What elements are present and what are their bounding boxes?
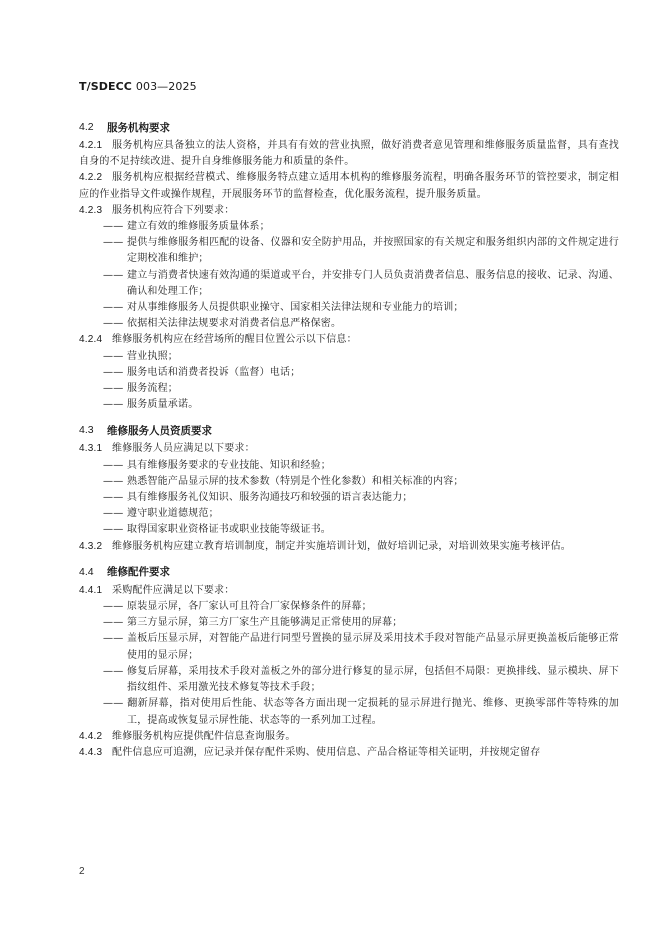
list-item [79, 664, 619, 696]
clause-number: 4.2.2 [79, 172, 103, 184]
clause-4-2-3 [79, 203, 619, 219]
clause-number: 4.4.2 [79, 730, 103, 742]
list-dash: —— [103, 459, 124, 471]
list-dash: —— [103, 399, 124, 411]
section-number: 4.4 [79, 565, 94, 578]
list-item-text: 具有维修服务要求的专业技能、知识和经验； [127, 459, 331, 471]
clause-number: 4.4.3 [79, 746, 103, 758]
list-item-text: 服务质量承诺。 [127, 399, 199, 411]
list-item [79, 381, 619, 397]
list-dash: —— [103, 475, 124, 487]
list-dash: —— [103, 698, 124, 710]
clause-text: 服务机构应根据经营模式、维修服务特点建立适用本机构的维修服务流程，明确各服务环节的管控要求，制定相应的作业指导文件或操作规程，开展服务环节的监督检查，优化服务流程，提升服务质量。 [79, 172, 619, 200]
list-item-text: 原装显示屏，各厂家认可且符合厂家保修条件的屏幕； [127, 601, 372, 613]
list-dash: —— [103, 366, 124, 378]
clause-4-2-4 [79, 332, 619, 348]
clause-4-4-3 [79, 745, 619, 761]
clause-4-4-2 [79, 729, 619, 745]
list-item [79, 599, 619, 615]
list-dash: —— [103, 492, 124, 504]
list-dash: —— [103, 633, 124, 645]
list-item [79, 235, 619, 267]
list-item-text: 建立有效的维修服务质量体系； [127, 221, 270, 233]
list-item-text: 提供与维修服务相匹配的设备、仪器和安全防护用品，并按照国家的有关规定和服务组织内部的文件规定进行定期校准和维护； [127, 237, 619, 265]
page-number: 2 [79, 866, 85, 877]
list-item [79, 506, 619, 522]
list-item [79, 458, 619, 474]
section-heading-4-3 [79, 419, 619, 441]
list-item-text: 依据相关法律法规要求对消费者信息严格保密。 [127, 318, 342, 330]
list-item-text: 服务流程； [127, 383, 178, 395]
clause-4-2-1 [79, 138, 619, 170]
list-item [79, 397, 619, 413]
clause-number: 4.2.3 [79, 204, 103, 216]
list-item-text: 翻新屏幕，指对使用后性能、状态等各方面出现一定损耗的显示屏进行抛光、维修、更换零部件等特殊的加工，提高或恢复显示屏性能、状态等的一系列加工过程。 [127, 698, 619, 726]
document-body [79, 116, 619, 761]
section-title: 维修服务人员资质要求 [107, 424, 212, 437]
section-title: 维修配件要求 [107, 566, 170, 579]
list-item-text: 修复后屏幕，采用技术手段对盖板之外的部分进行修复的显示屏，包括但不局限：更换排线、显示模块、屏下指纹组件、采用激光技术修复等技术手段； [127, 665, 619, 694]
list-item-text: 第三方显示屏，第三方厂家生产且能够满足正常使用的屏幕； [127, 617, 403, 629]
list-dash: —— [103, 383, 124, 395]
list-item [79, 300, 619, 316]
clause-4-2-2 [79, 170, 619, 202]
clause-text: 维修服务机构应提供配件信息查询服务。 [112, 730, 296, 742]
list-item-text: 熟悉智能产品显示屏的技术参数（特别是个性化参数）和相关标准的内容； [127, 475, 464, 487]
document-id [79, 80, 197, 93]
list-item-text: 营业执照； [127, 350, 178, 362]
list-dash: —— [103, 524, 124, 536]
list-item [79, 522, 619, 538]
document-id-number: 003—2025 [135, 80, 197, 93]
section-heading-4-2 [79, 116, 619, 138]
list-item-text: 遵守职业道德规范； [127, 508, 219, 520]
list-dash: —— [103, 665, 124, 677]
clause-text: 维修服务人员应满足以下要求： [112, 443, 255, 455]
list-item [79, 696, 619, 728]
section-number: 4.3 [79, 424, 94, 437]
list-dash: —— [103, 601, 124, 613]
clause-number: 4.4.1 [79, 584, 103, 596]
list-dash: —— [103, 237, 124, 249]
list-dash: —— [103, 302, 124, 314]
list-item-text: 服务电话和消费者投诉（监督）电话； [127, 366, 301, 378]
clause-number: 4.2.1 [79, 140, 103, 151]
clause-text: 配件信息应可追溯，应记录并保存配件采购、使用信息、产品合格证等相关证明，并按规定留存 [112, 746, 541, 758]
list-item [79, 219, 619, 235]
clause-text: 维修服务机构应在经营场所的醒目位置公示以下信息： [112, 334, 357, 346]
list-item [79, 316, 619, 332]
section-number: 4.2 [79, 121, 94, 133]
list-item [79, 268, 619, 300]
list-item [79, 365, 619, 381]
clause-4-4-1 [79, 583, 619, 599]
clause-text: 服务机构应符合下列要求： [112, 204, 235, 216]
clause-number: 4.3.2 [79, 540, 103, 552]
list-item [79, 474, 619, 490]
list-item-text: 取得国家职业资格证书或职业技能等级证书。 [127, 524, 331, 536]
clause-text: 服务机构应具备独立的法人资格，并具有有效的营业执照，做好消费者意见管理和维修服务质量监督，具有查找自身的不足持续改进、提升自身维修服务能力和质量的条件。 [79, 140, 619, 168]
list-dash: —— [103, 269, 124, 281]
section-heading-4-4 [79, 561, 619, 583]
clause-4-3-2 [79, 539, 619, 555]
clause-number: 4.3.1 [79, 443, 103, 455]
list-dash: —— [103, 318, 124, 330]
list-dash: —— [103, 617, 124, 629]
clause-4-3-1 [79, 441, 619, 457]
clause-text: 采购配件应满足以下要求： [112, 584, 235, 596]
list-item-text: 具有维修服务礼仪知识、服务沟通技巧和较强的语言表达能力； [127, 492, 413, 504]
list-item-text: 对从事维修服务人员提供职业操守、国家相关法律法规和专业能力的培训； [127, 302, 464, 314]
document-id-prefix: T/SDECC [79, 80, 132, 93]
list-dash: —— [103, 221, 124, 233]
list-item-text: 盖板后压显示屏，对智能产品进行同型号置换的显示屏及采用技术手段对智能产品显示屏更换盖板后能够正常使用的显示屏； [127, 633, 619, 661]
list-item-text: 建立与消费者快速有效沟通的渠道或平台，并安排专门人员负责消费者信息、服务信息的接收、记录、沟通、确认和处理工作； [127, 269, 619, 297]
clause-text: 维修服务机构应建立教育培训制度，制定并实施培训计划，做好培训记录，对培训效果实施考核评估。 [112, 540, 571, 552]
clause-number: 4.2.4 [79, 334, 103, 346]
list-item [79, 349, 619, 365]
section-title: 服务机构要求 [107, 121, 170, 134]
list-dash: —— [103, 508, 124, 520]
list-dash: —— [103, 350, 124, 362]
list-item [79, 490, 619, 506]
list-item [79, 615, 619, 631]
list-item [79, 631, 619, 663]
